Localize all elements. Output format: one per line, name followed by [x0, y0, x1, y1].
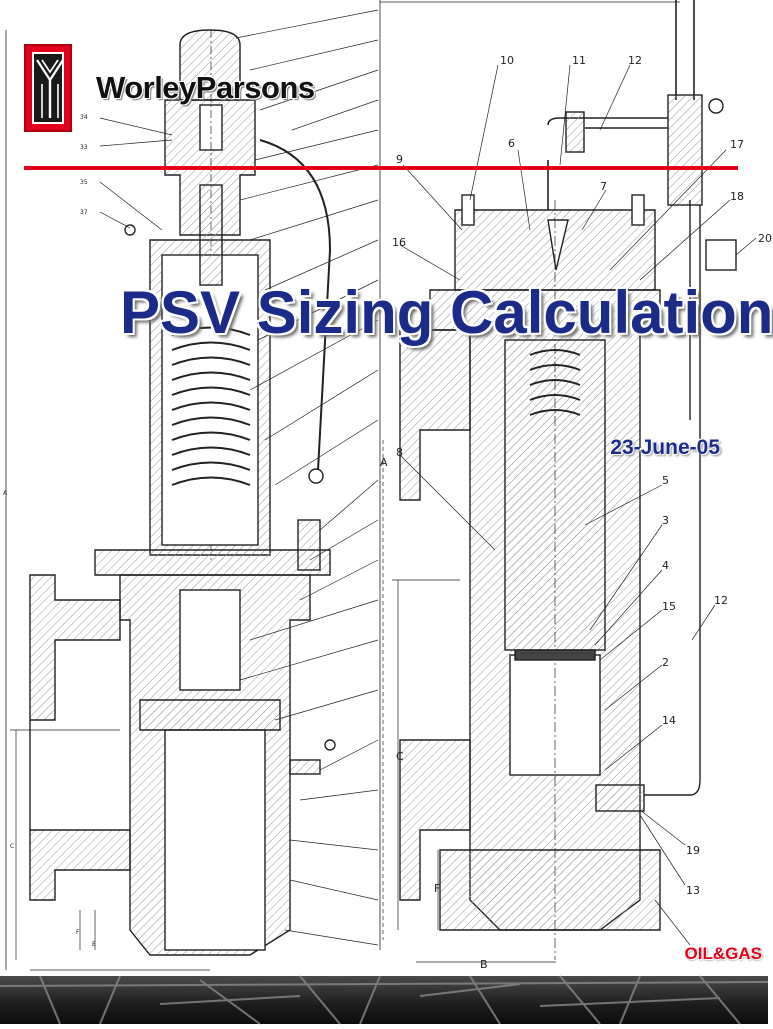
- right-callout-label: 3: [662, 514, 669, 527]
- logo-glyph-icon: [34, 54, 66, 126]
- right-callout-label: 4: [662, 559, 669, 572]
- worleyparsons-logo-icon: [24, 44, 72, 132]
- right-callout-label: 7: [600, 180, 607, 193]
- logo-inner-mark: [32, 52, 64, 124]
- right-callout-label: 12: [628, 54, 642, 67]
- left-callout-label: 34: [80, 114, 88, 121]
- left-dimension-label: A: [3, 490, 8, 497]
- right-dimension-label: B: [480, 958, 488, 971]
- right-callout-label: 15: [662, 600, 676, 613]
- structure-silhouette: [0, 976, 768, 1024]
- right-dimension-label: C: [396, 750, 404, 763]
- slide-date: 23-June-05: [610, 436, 720, 459]
- right-callout-label: 5: [662, 474, 669, 487]
- footer-photo-band: [0, 976, 768, 1024]
- right-callout-label: 6: [508, 137, 515, 150]
- right-dimension-label: F: [434, 882, 441, 895]
- right-callout-label: 10: [500, 54, 514, 67]
- right-valve-drawing: [380, 0, 756, 962]
- right-callout-label: 13: [686, 884, 700, 897]
- company-name: WorleyParsons: [96, 70, 315, 105]
- right-callout-label: 9: [396, 153, 403, 166]
- left-dimension-label: F: [76, 929, 80, 936]
- right-callout-label: 2: [662, 656, 669, 669]
- right-dimension-label: A: [380, 456, 388, 469]
- left-dimension-label: E: [92, 941, 96, 948]
- right-callout-label: 8: [396, 446, 403, 459]
- right-callout-label: 18: [730, 190, 744, 203]
- right-callout-label: 11: [572, 54, 586, 67]
- left-callout-label: 37: [80, 209, 88, 216]
- left-callout-label: 33: [80, 144, 88, 151]
- left-valve-drawing: [6, 0, 380, 970]
- header-divider: [24, 166, 738, 170]
- right-callout-label: 19: [686, 844, 700, 857]
- slide-title: PSV Sizing Calculation: [120, 279, 773, 346]
- right-callout-label: 20: [758, 232, 772, 245]
- left-dimension-label: C: [10, 843, 15, 850]
- right-callout-label: 17: [730, 138, 744, 151]
- left-callout-label: 35: [80, 179, 88, 186]
- division-label: OIL&GAS: [684, 944, 762, 963]
- right-callout-label: 12: [714, 594, 728, 607]
- right-callout-label: 16: [392, 236, 406, 249]
- right-callout-label: 14: [662, 714, 676, 727]
